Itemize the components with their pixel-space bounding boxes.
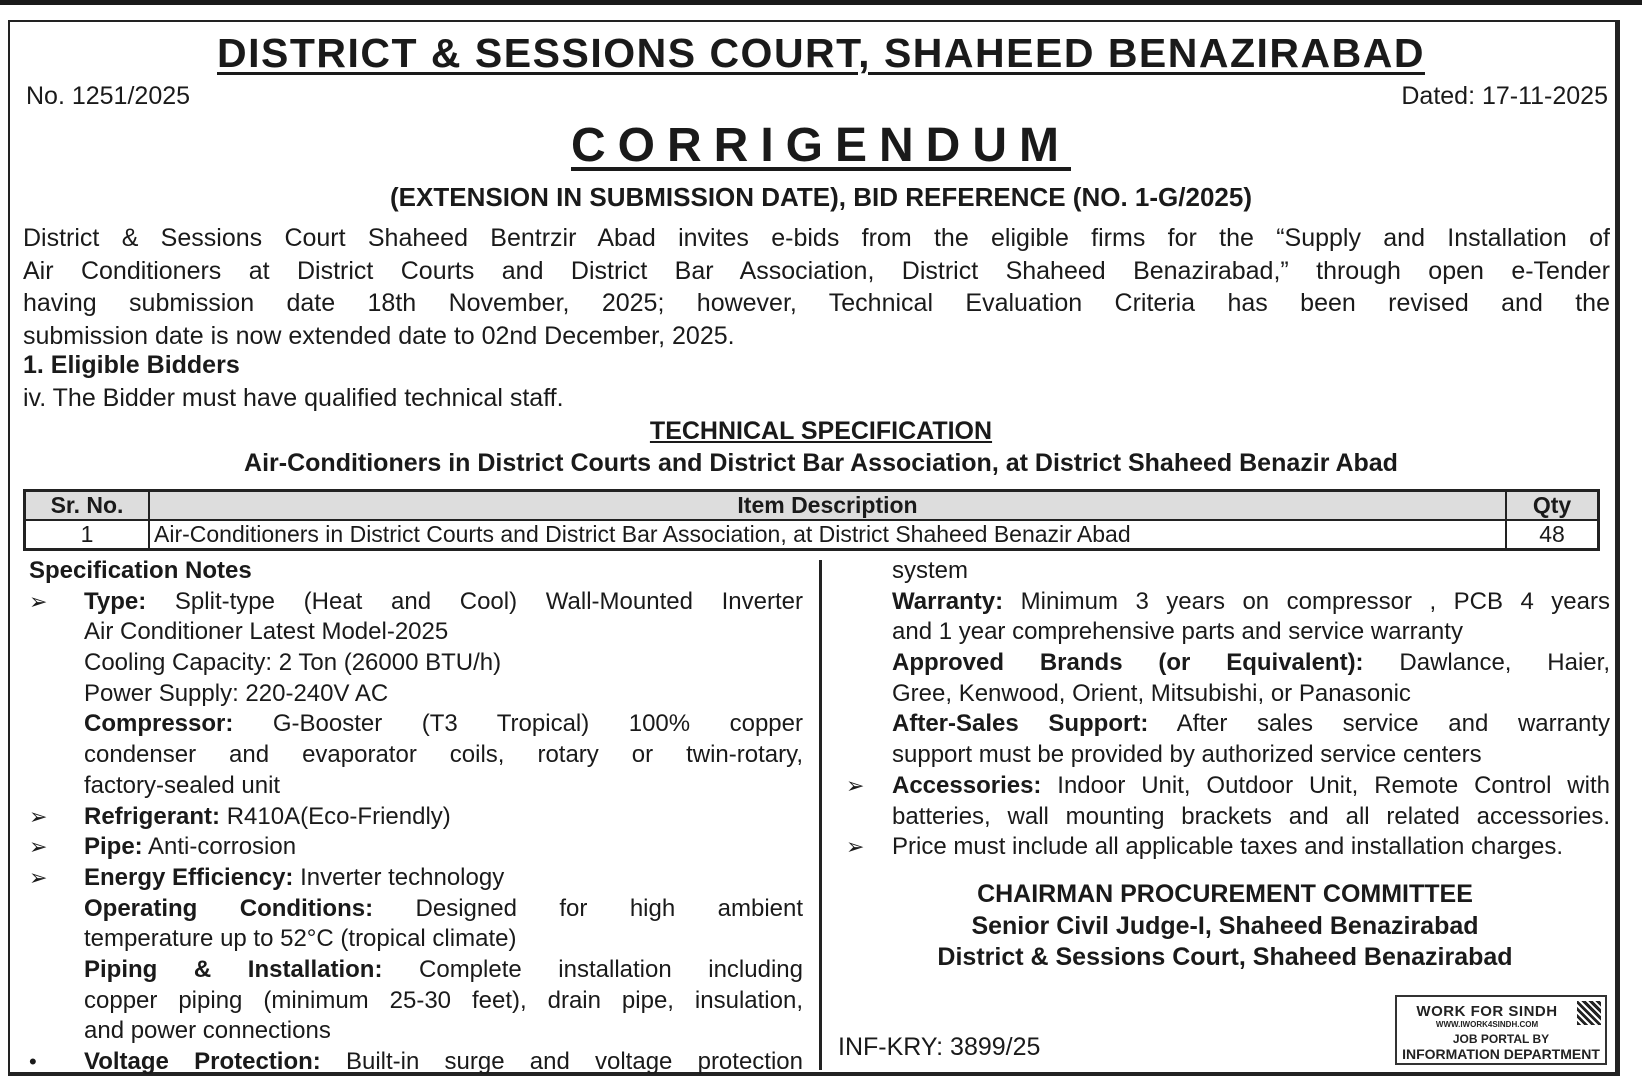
bullet-dot-icon: • <box>29 1049 37 1074</box>
intro-line: submission date is now extended date to 02nd December, 2025. <box>23 321 735 350</box>
spec-text: system <box>892 557 969 584</box>
spec-text: Warranty: Minimum 3 years on compressor , PCB 4 years <box>892 587 1610 615</box>
court-title <box>0 30 1642 77</box>
court-title-text: DISTRICT & SESSIONS COURT, SHAHEED BENAZIRABAD <box>217 30 1425 76</box>
spec-line <box>29 955 803 986</box>
spec-line <box>846 771 1610 802</box>
spec-text: Gree, Kenwood, Orient, Mitsubishi, or Panasonic <box>892 679 1411 707</box>
spec-line <box>846 556 1610 587</box>
spec-text: After-Sales Support: After sales service and warranty <box>892 710 1610 738</box>
spec-label: Warranty: <box>892 587 1004 615</box>
spec-text: temperature up to 52°C (tropical climate) <box>84 925 517 953</box>
spec-text: and 1 year comprehensive parts and service warranty <box>892 618 1463 646</box>
intro-line: having submission date 18th November, 2025; however, Technical Evaluation Criteria has been revised and the <box>23 289 1610 317</box>
arrow-bullet-icon: ➢ <box>29 588 48 614</box>
spec-line <box>29 556 803 587</box>
spec-line <box>29 679 803 710</box>
spec-text: Approved Brands (or Equivalent): Dawlance, Haier, <box>892 649 1610 677</box>
date: Dated: 17-11-2025 <box>1401 82 1608 110</box>
spec-line <box>29 924 803 955</box>
items-table <box>23 489 1600 551</box>
spec-line <box>29 587 803 618</box>
intro-line: District & Sessions Court Shaheed Bentrzir Abad invites e-bids from the eligible firms for the “Supply and Installation of <box>23 224 1610 252</box>
logo-line-1: WORK FOR SINDH <box>1416 1003 1558 1020</box>
spec-line <box>846 587 1610 618</box>
spec-text: condenser and evaporator coils, rotary or twin-rotary, <box>84 741 803 769</box>
spec-line <box>29 832 803 863</box>
cell-sr-no: 1 <box>25 520 150 550</box>
spec-text: Compressor: G-Booster (T3 Tropical) 100% copper <box>84 710 803 738</box>
spec-text: Type: Split-type (Heat and Cool) Wall-Mounted Inverter <box>84 587 803 615</box>
signature-designation: Senior Civil Judge-I, Shaheed Benazirabad <box>971 912 1479 940</box>
spec-label: Voltage Protection: <box>84 1048 321 1075</box>
specification-notes-right <box>846 556 1610 863</box>
eligible-bidders-heading: 1. Eligible Bidders <box>23 351 240 379</box>
table-header-row <box>25 491 1599 521</box>
spec-label: After-Sales Support: <box>892 710 1149 738</box>
spec-text: support must be provided by authorized service centers <box>892 741 1482 769</box>
spec-text: factory-sealed unit <box>84 771 281 799</box>
spec-text: and power connections <box>84 1017 331 1045</box>
table-row <box>25 520 1599 550</box>
document-heading <box>0 118 1642 173</box>
spec-line <box>29 863 803 894</box>
spec-line <box>846 648 1610 679</box>
spec-line <box>29 802 803 833</box>
spec-text: Operating Conditions: Designed for high ambient <box>84 894 804 922</box>
arrow-bullet-icon: ➢ <box>29 864 48 890</box>
eligible-bidders-item: iv. The Bidder must have qualified technical staff. <box>23 384 564 412</box>
spec-label: Compressor: <box>84 710 234 738</box>
tech-spec-heading: TECHNICAL SPECIFICATION <box>649 417 993 445</box>
spec-text: Power Supply: 220-240V AC <box>84 679 389 707</box>
spec-label: Approved Brands (or Equivalent): <box>892 649 1364 677</box>
spec-line <box>29 709 803 740</box>
spec-text: Pipe: Anti-corrosion <box>84 833 297 861</box>
spec-line <box>29 1047 803 1078</box>
work-for-sindh-logo <box>1395 995 1607 1065</box>
spec-line <box>29 986 803 1017</box>
spec-label: Accessories: <box>892 771 1042 799</box>
spec-line <box>29 771 803 802</box>
spec-label: Type: <box>84 587 147 615</box>
spec-line <box>846 617 1610 648</box>
spec-label: Refrigerant: <box>84 802 221 830</box>
cell-qty: 48 <box>1506 520 1599 550</box>
spec-line <box>846 832 1610 863</box>
spec-text: Specification Notes <box>29 557 252 584</box>
column-header-item-description: Item Description <box>149 491 1506 521</box>
column-header-sr-no: Sr. No. <box>25 491 150 521</box>
spec-text: Price must include all applicable taxes and installation charges. <box>892 833 1564 861</box>
spec-text: Energy Efficiency: Inverter technology <box>84 863 505 891</box>
signature-title: CHAIRMAN PROCUREMENT COMMITTEE <box>977 880 1473 908</box>
column-header-qty: Qty <box>1506 491 1599 521</box>
spec-line <box>29 648 803 679</box>
intro-line: Air Conditioners at District Courts and District Bar Association, District Shaheed Benazirabad,” through open e-Tender <box>23 256 1610 285</box>
arrow-bullet-icon: ➢ <box>29 803 48 829</box>
intro-paragraph <box>23 222 1610 352</box>
spec-text: Voltage Protection: Built-in surge and voltage protection <box>84 1048 803 1075</box>
spec-line <box>29 740 803 771</box>
spec-label: Piping & Installation: <box>84 955 383 983</box>
spec-text: copper piping (minimum 25-30 feet), drain pipe, insulation, <box>84 986 803 1014</box>
spec-text: Cooling Capacity: 2 Ton (26000 BTU/h) <box>84 649 502 677</box>
logo-line-4: INFORMATION DEPARTMENT <box>1402 1046 1600 1062</box>
specification-notes-left <box>29 556 803 1078</box>
cell-item-description: Air-Conditioners in District Courts and District Bar Association, at District Shaheed Benazir Abad <box>149 520 1506 550</box>
spec-line <box>846 679 1610 710</box>
spec-text: Refrigerant: R410A(Eco-Friendly) <box>84 802 451 830</box>
spec-text: batteries, wall mounting brackets and all related accessories. <box>892 802 1610 830</box>
spec-line <box>846 709 1610 740</box>
spec-line <box>29 617 803 648</box>
logo-line-3: JOB PORTAL BY <box>1452 1032 1550 1046</box>
spec-label: Operating Conditions: <box>84 894 374 922</box>
document-subheading: (EXTENSION IN SUBMISSION DATE), BID REFERENCE (NO. 1-G/2025) <box>390 182 1252 212</box>
reference-number: No. 1251/2025 <box>26 82 191 110</box>
spec-line <box>846 802 1610 833</box>
spec-label: Energy Efficiency: <box>84 863 294 891</box>
qr-code-icon <box>1577 1001 1601 1025</box>
column-divider <box>819 560 822 1070</box>
spec-line <box>846 740 1610 771</box>
arrow-bullet-icon: ➢ <box>846 772 865 798</box>
tech-spec-subheading: Air-Conditioners in District Courts and District Bar Association, at District Shaheed Benazir Abad <box>244 449 1398 477</box>
signature-office: District & Sessions Court, Shaheed Benazirabad <box>937 943 1513 971</box>
document-heading-text: CORRIGENDUM <box>571 119 1071 172</box>
logo-line-2: WWW.IWORK4SINDH.COM <box>1435 1020 1539 1029</box>
top-rule <box>0 0 1642 5</box>
inf-number: INF-KRY: 3899/25 <box>838 1033 1041 1061</box>
spec-text: Air Conditioner Latest Model-2025 <box>84 618 449 646</box>
arrow-bullet-icon: ➢ <box>29 834 48 860</box>
arrow-bullet-icon: ➢ <box>846 834 865 860</box>
spec-line <box>29 1016 803 1047</box>
spec-label: Pipe: <box>84 833 143 861</box>
spec-line <box>29 894 803 925</box>
spec-text: Accessories: Indoor Unit, Outdoor Unit, Remote Control with <box>892 771 1610 799</box>
spec-text: Piping & Installation: Complete installation including <box>84 955 803 983</box>
